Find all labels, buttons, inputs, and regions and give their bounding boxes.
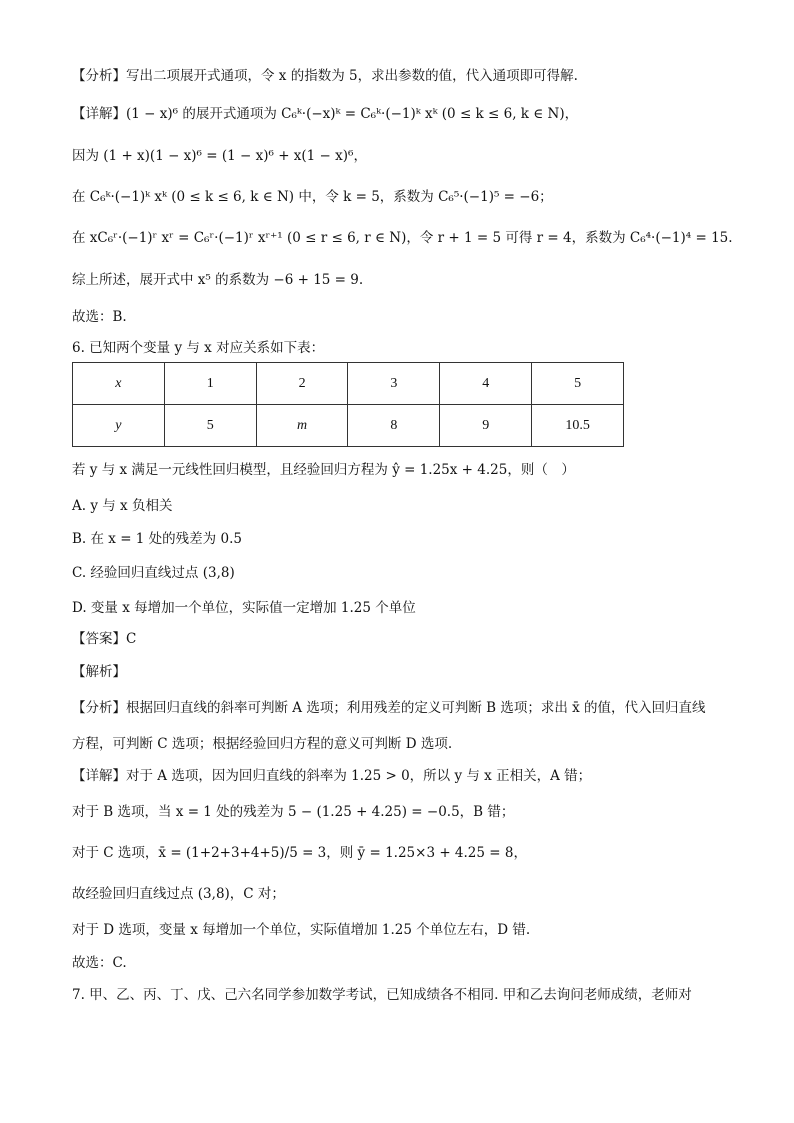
line-3: 因为 (1 + x)(1 − x)⁶ = (1 − x)⁶ + x(1 − x)⁶， bbox=[72, 148, 367, 164]
line-5: 在 xC₆ʳ·(−1)ʳ xʳ = C₆ʳ·(−1)ʳ xʳ⁺¹ (0 ≤ r ≤ 6, r ∈ N)，令 r + 1 = 5 可得 r = 4，系数为 C₆⁴·(−1)⁴ = 15. bbox=[72, 230, 733, 246]
table-row bbox=[73, 405, 624, 447]
question-7-stem: 7. 甲、乙、丙、丁、戊、己六名同学参加数学考试，已知成绩各不相同. 甲和乙去询问老师成绩，老师对 bbox=[72, 987, 692, 1003]
option-a: A. y 与 x 负相关 bbox=[72, 498, 173, 514]
line-21: 故经验回归直线过点 (3,8)，C 对； bbox=[72, 886, 285, 902]
line-7: 故选：B. bbox=[72, 309, 127, 325]
table-row bbox=[73, 363, 624, 405]
table-cell: x bbox=[73, 363, 165, 405]
line-16: 【分析】根据回归直线的斜率可判断 A 选项；利用残差的定义可判断 B 选项；求出 x̄ 的值，代入回归直线 bbox=[72, 700, 706, 716]
line-17: 方程，可判断 C 选项；根据经验回归方程的意义可判断 D 选项. bbox=[72, 736, 453, 752]
table-cell: 5 bbox=[164, 405, 256, 447]
table-cell: 2 bbox=[256, 363, 348, 405]
option-d: D. 变量 x 每增加一个单位，实际值一定增加 1.25 个单位 bbox=[72, 600, 416, 616]
table-cell: 5 bbox=[532, 363, 624, 405]
line-22: 对于 D 选项，变量 x 每增加一个单位，实际值增加 1.25 个单位左右，D 错. bbox=[72, 922, 531, 938]
table-cell: 8 bbox=[348, 405, 440, 447]
line-20: 对于 C 选项，x̄ = (1+2+3+4+5)/5 = 3，则 ȳ = 1.25×3 + 4.25 = 8， bbox=[72, 845, 527, 861]
table-cell: 9 bbox=[440, 405, 532, 447]
option-c: C. 经验回归直线过点 (3,8) bbox=[72, 565, 235, 581]
line-9: 若 y 与 x 满足一元线性回归模型，且经验回归方程为 ŷ = 1.25x + 4.25，则（ ） bbox=[72, 462, 575, 478]
option-b: B. 在 x = 1 处的残差为 0.5 bbox=[72, 531, 242, 547]
line-4: 在 C₆ᵏ·(−1)ᵏ xᵏ (0 ≤ k ≤ 6, k ∈ N) 中，令 k = 5，系数为 C₆⁵·(−1)⁵ = −6； bbox=[72, 189, 553, 205]
table-cell: 4 bbox=[440, 363, 532, 405]
line-1: 【分析】写出二项展开式通项，令 x 的指数为 5，求出参数的值，代入通项即可得解. bbox=[72, 68, 578, 84]
line-2: 【详解】(1 − x)⁶ 的展开式通项为 C₆ᵏ·(−x)ᵏ = C₆ᵏ·(−1)ᵏ xᵏ (0 ≤ k ≤ 6, k ∈ N)， bbox=[72, 106, 579, 122]
line-19: 对于 B 选项，当 x = 1 处的残差为 5 − (1.25 + 4.25) = −0.5，B 错； bbox=[72, 804, 515, 820]
xy-table bbox=[72, 362, 624, 447]
line-18: 【详解】对于 A 选项，因为回归直线的斜率为 1.25 > 0，所以 y 与 x 正相关，A 错； bbox=[72, 768, 592, 784]
table-cell: 3 bbox=[348, 363, 440, 405]
line-6: 综上所述，展开式中 x⁵ 的系数为 −6 + 15 = 9. bbox=[72, 272, 364, 288]
table-cell: m bbox=[256, 405, 348, 447]
line-23: 故选：C. bbox=[72, 955, 127, 971]
table-cell: 1 bbox=[164, 363, 256, 405]
answer-label: 【答案】C bbox=[72, 631, 137, 647]
analysis-label: 【解析】 bbox=[72, 664, 126, 680]
question-6-stem: 6. 已知两个变量 y 与 x 对应关系如下表： bbox=[72, 340, 325, 356]
table-cell: y bbox=[73, 405, 165, 447]
table-cell: 10.5 bbox=[532, 405, 624, 447]
